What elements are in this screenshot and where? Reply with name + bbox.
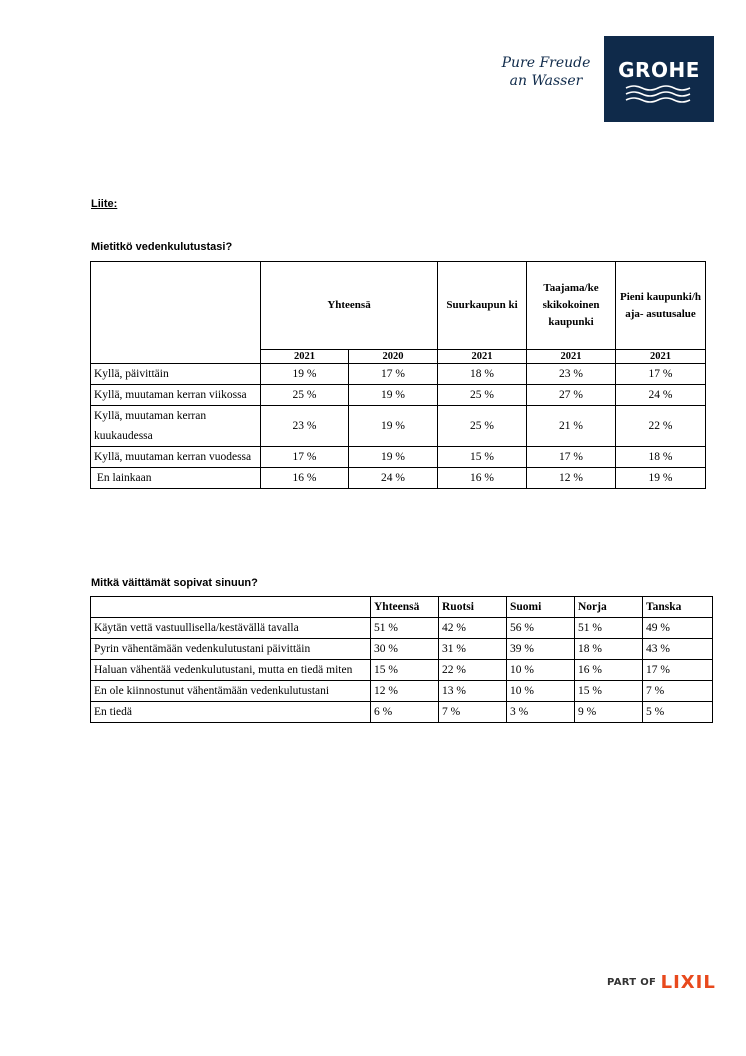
table2-corner <box>91 597 371 618</box>
table-row <box>91 702 713 723</box>
year-header: 2021 <box>438 350 527 364</box>
table1-header-town: Taajama/ke skikokoinen kaupunki <box>527 262 616 350</box>
cell-value: 17 % <box>349 364 438 385</box>
table-row <box>91 385 706 406</box>
cell-value: 42 % <box>439 618 507 639</box>
year-header: 2021 <box>527 350 616 364</box>
cell-value: 7 % <box>643 681 713 702</box>
statements-table <box>90 596 713 723</box>
grohe-logo <box>604 36 714 122</box>
table-row <box>91 660 713 681</box>
footer-lixil-logo <box>607 972 716 994</box>
cell-value: 18 % <box>438 364 527 385</box>
cell-value: 16 % <box>438 468 527 489</box>
cell-value: 13 % <box>439 681 507 702</box>
lixil-wordmark: LIXIL <box>660 972 716 993</box>
cell-value: 25 % <box>438 406 527 447</box>
cell-value: 6 % <box>371 702 439 723</box>
table2-title: Mitkä väittämät sopivat sinuun? <box>91 577 258 589</box>
cell-value: 3 % <box>507 702 575 723</box>
cell-value: 19 % <box>349 447 438 468</box>
water-consumption-table <box>90 261 706 489</box>
cell-value: 10 % <box>507 681 575 702</box>
cell-value: 56 % <box>507 618 575 639</box>
cell-value: 49 % <box>643 618 713 639</box>
row-label: En tiedä <box>91 702 371 723</box>
cell-value: 51 % <box>371 618 439 639</box>
cell-value: 15 % <box>575 681 643 702</box>
appendix-heading: Liite: <box>91 198 118 210</box>
cell-value: 23 % <box>261 406 349 447</box>
row-label: En lainkaan <box>91 468 261 489</box>
cell-value: 17 % <box>527 447 616 468</box>
cell-value: 24 % <box>349 468 438 489</box>
cell-value: 22 % <box>439 660 507 681</box>
cell-value: 12 % <box>371 681 439 702</box>
cell-value: 43 % <box>643 639 713 660</box>
table1-header-total: Yhteensä <box>261 262 438 350</box>
table1-title: Mietitkö vedenkulutustasi? <box>91 241 233 253</box>
cell-value: 25 % <box>438 385 527 406</box>
table-row <box>91 468 706 489</box>
cell-value: 17 % <box>643 660 713 681</box>
cell-value: 17 % <box>616 364 706 385</box>
cell-value: 19 % <box>261 364 349 385</box>
cell-value: 12 % <box>527 468 616 489</box>
cell-value: 15 % <box>371 660 439 681</box>
cell-value: 22 % <box>616 406 706 447</box>
grohe-wordmark: GROHE <box>618 58 700 82</box>
year-header: 2021 <box>616 350 706 364</box>
cell-value: 19 % <box>349 385 438 406</box>
table1-header-small: Pieni kaupunki/h aja- asutusalue <box>616 262 706 350</box>
cell-value: 17 % <box>261 447 349 468</box>
year-header: 2020 <box>349 350 438 364</box>
year-header: 2021 <box>261 350 349 364</box>
table-row <box>91 618 713 639</box>
row-label: Käytän vettä vastuullisella/kestävällä tavalla <box>91 618 371 639</box>
cell-value: 25 % <box>261 385 349 406</box>
cell-value: 5 % <box>643 702 713 723</box>
waves-icon <box>624 84 694 106</box>
cell-value: 24 % <box>616 385 706 406</box>
row-label: Kyllä, päivittäin <box>91 364 261 385</box>
table-row <box>91 681 713 702</box>
cell-value: 27 % <box>527 385 616 406</box>
table1-header-city: Suurkaupun ki <box>438 262 527 350</box>
cell-value: 21 % <box>527 406 616 447</box>
row-label: Kyllä, muutaman kerran viikossa <box>91 385 261 406</box>
header-logo <box>496 36 714 122</box>
column-header: Yhteensä <box>371 597 439 618</box>
cell-value: 9 % <box>575 702 643 723</box>
column-header: Ruotsi <box>439 597 507 618</box>
cell-value: 30 % <box>371 639 439 660</box>
part-of-label: PART OF <box>607 977 657 988</box>
column-header: Suomi <box>507 597 575 618</box>
cell-value: 10 % <box>507 660 575 681</box>
cell-value: 15 % <box>438 447 527 468</box>
cell-value: 19 % <box>349 406 438 447</box>
table1-corner <box>91 262 261 364</box>
column-header: Norja <box>575 597 643 618</box>
table-row <box>91 364 706 385</box>
row-label: Kyllä, muutaman kerran kuukaudessa <box>91 406 261 447</box>
cell-value: 51 % <box>575 618 643 639</box>
table-row <box>91 639 713 660</box>
column-header: Tanska <box>643 597 713 618</box>
row-label: Kyllä, muutaman kerran vuodessa <box>91 447 261 468</box>
cell-value: 18 % <box>575 639 643 660</box>
cell-value: 7 % <box>439 702 507 723</box>
cell-value: 23 % <box>527 364 616 385</box>
table-row <box>91 447 706 468</box>
row-label: Haluan vähentää vedenkulutustani, mutta en tiedä miten <box>91 660 371 681</box>
table-row <box>91 406 706 447</box>
row-label: Pyrin vähentämään vedenkulutustani päivittäin <box>91 639 371 660</box>
cell-value: 39 % <box>507 639 575 660</box>
cell-value: 16 % <box>575 660 643 681</box>
cell-value: 16 % <box>261 468 349 489</box>
cell-value: 18 % <box>616 447 706 468</box>
cell-value: 19 % <box>616 468 706 489</box>
row-label: En ole kiinnostunut vähentämään vedenkulutustani <box>91 681 371 702</box>
cell-value: 31 % <box>439 639 507 660</box>
grohe-tagline: Pure Freude an Wasser <box>501 55 591 89</box>
